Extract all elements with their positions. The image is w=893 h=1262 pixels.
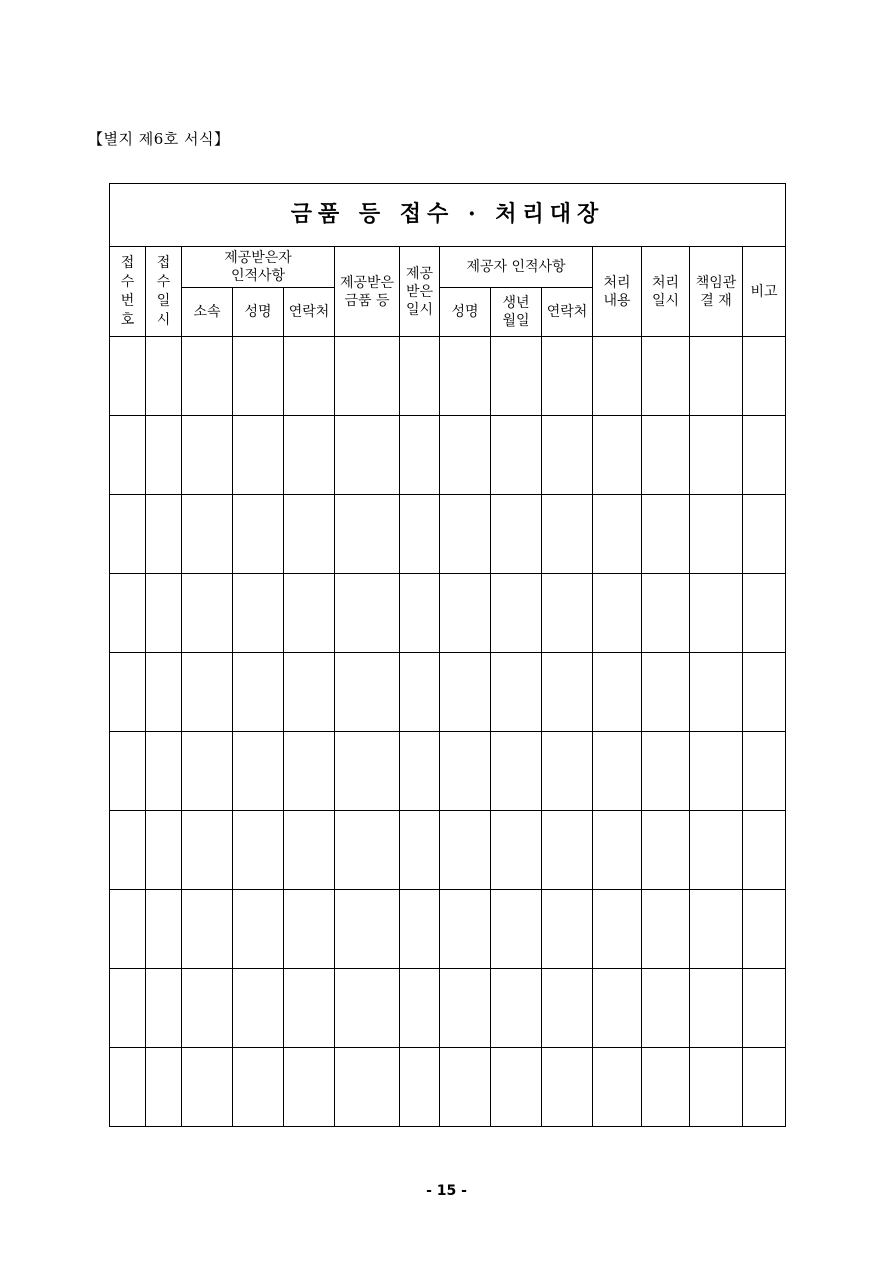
table-cell[interactable] (182, 495, 233, 574)
table-cell[interactable] (642, 969, 690, 1048)
table-cell[interactable] (491, 416, 542, 495)
table-cell[interactable] (642, 416, 690, 495)
table-cell[interactable] (233, 495, 284, 574)
table-cell[interactable] (146, 416, 182, 495)
table-cell[interactable] (400, 416, 440, 495)
table-cell[interactable] (284, 574, 335, 653)
header-provider-group: 제공자 인적사항 (440, 247, 593, 288)
table-cell[interactable] (110, 811, 146, 890)
table-cell[interactable] (690, 969, 743, 1048)
table-cell[interactable] (690, 811, 743, 890)
table-cell[interactable] (400, 969, 440, 1048)
table-cell[interactable] (593, 890, 642, 969)
table-cell[interactable] (146, 653, 182, 732)
table-cell[interactable] (690, 653, 743, 732)
table-cell[interactable] (182, 732, 233, 811)
table-cell[interactable] (440, 811, 491, 890)
table-cell[interactable] (440, 732, 491, 811)
table-cell[interactable] (233, 732, 284, 811)
table-cell[interactable] (642, 890, 690, 969)
header-provider-birth: 생년 월일 (491, 288, 542, 337)
table-cell[interactable] (743, 890, 786, 969)
table-cell[interactable] (110, 653, 146, 732)
table-cell[interactable] (542, 811, 593, 890)
table-cell[interactable] (542, 1048, 593, 1127)
table-row (110, 495, 786, 574)
header-recipient-contact: 연락처 (284, 288, 335, 337)
table-cell[interactable] (491, 811, 542, 890)
table-cell[interactable] (284, 1048, 335, 1127)
table-cell[interactable] (690, 337, 743, 416)
table-cell[interactable] (542, 416, 593, 495)
table-cell[interactable] (593, 416, 642, 495)
table-row (110, 811, 786, 890)
table-cell[interactable] (542, 337, 593, 416)
table-cell[interactable] (110, 495, 146, 574)
table-cell[interactable] (182, 574, 233, 653)
table-cell[interactable] (400, 337, 440, 416)
header-handling-date: 처리 일시 (642, 247, 690, 337)
header-received-items: 제공받은 금품 등 (335, 247, 400, 337)
table-cell[interactable] (110, 969, 146, 1048)
table-cell[interactable] (233, 653, 284, 732)
table-cell[interactable] (400, 732, 440, 811)
table-row (110, 653, 786, 732)
table-cell[interactable] (182, 811, 233, 890)
table-cell[interactable] (335, 732, 400, 811)
table-cell[interactable] (233, 416, 284, 495)
table-cell[interactable] (146, 890, 182, 969)
table-cell[interactable] (335, 1048, 400, 1127)
header-handling-content: 처리 내용 (593, 247, 642, 337)
table-cell[interactable] (284, 969, 335, 1048)
table-cell[interactable] (182, 416, 233, 495)
table-cell[interactable] (110, 1048, 146, 1127)
header-provider-contact: 연락처 (542, 288, 593, 337)
table-cell[interactable] (690, 890, 743, 969)
header-receipt-no: 접 수 번 호 (110, 247, 146, 337)
table-cell[interactable] (400, 1048, 440, 1127)
table-cell[interactable] (491, 969, 542, 1048)
table-cell[interactable] (440, 1048, 491, 1127)
table-cell[interactable] (146, 811, 182, 890)
table-cell[interactable] (743, 811, 786, 890)
table-cell[interactable] (542, 574, 593, 653)
table-cell[interactable] (182, 653, 233, 732)
table-cell[interactable] (690, 574, 743, 653)
header-provider-name: 성명 (440, 288, 491, 337)
table-cell[interactable] (743, 495, 786, 574)
table-cell[interactable] (440, 337, 491, 416)
table-cell[interactable] (182, 337, 233, 416)
table-cell[interactable] (593, 337, 642, 416)
table-cell[interactable] (182, 969, 233, 1048)
table-cell[interactable] (690, 495, 743, 574)
table-cell[interactable] (284, 732, 335, 811)
table-cell[interactable] (146, 1048, 182, 1127)
table-cell[interactable] (642, 574, 690, 653)
table-cell[interactable] (233, 969, 284, 1048)
table-cell[interactable] (743, 416, 786, 495)
table-cell[interactable] (593, 574, 642, 653)
table-cell[interactable] (233, 574, 284, 653)
table-cell[interactable] (400, 574, 440, 653)
table-cell[interactable] (233, 890, 284, 969)
table-cell[interactable] (146, 495, 182, 574)
table-cell[interactable] (110, 574, 146, 653)
table-cell[interactable] (146, 732, 182, 811)
table-cell[interactable] (284, 495, 335, 574)
table-cell[interactable] (542, 495, 593, 574)
receipt-register-table (109, 183, 786, 1127)
table-cell[interactable] (593, 811, 642, 890)
table-cell[interactable] (400, 495, 440, 574)
header-received-date: 제공 받은 일시 (400, 247, 440, 337)
table-row (110, 416, 786, 495)
table-row (110, 1048, 786, 1127)
table-cell[interactable] (335, 337, 400, 416)
table-cell[interactable] (440, 574, 491, 653)
table-cell[interactable] (335, 653, 400, 732)
header-recipient-affiliation: 소속 (182, 288, 233, 337)
table-cell[interactable] (542, 653, 593, 732)
table-cell[interactable] (440, 969, 491, 1048)
table-cell[interactable] (335, 969, 400, 1048)
header-approval: 책임관 결 재 (690, 247, 743, 337)
table-row (110, 574, 786, 653)
table-row (110, 337, 786, 416)
table-cell[interactable] (593, 1048, 642, 1127)
table-cell[interactable] (284, 890, 335, 969)
table-cell[interactable] (743, 1048, 786, 1127)
table-cell[interactable] (110, 732, 146, 811)
table-cell[interactable] (284, 811, 335, 890)
table-cell[interactable] (335, 416, 400, 495)
table-cell[interactable] (642, 732, 690, 811)
table-cell[interactable] (491, 653, 542, 732)
table-cell[interactable] (743, 337, 786, 416)
table-cell[interactable] (491, 574, 542, 653)
table-cell[interactable] (233, 1048, 284, 1127)
table-cell[interactable] (335, 811, 400, 890)
table-cell[interactable] (642, 1048, 690, 1127)
table-row (110, 890, 786, 969)
table-cell[interactable] (400, 653, 440, 732)
table-cell[interactable] (743, 574, 786, 653)
table-cell[interactable] (690, 732, 743, 811)
table-row (110, 732, 786, 811)
table-cell[interactable] (284, 337, 335, 416)
table-cell[interactable] (110, 890, 146, 969)
table-cell[interactable] (743, 732, 786, 811)
table-cell[interactable] (593, 732, 642, 811)
table-cell[interactable] (146, 574, 182, 653)
page-number: - 15 - (426, 1183, 467, 1199)
form-label: 【별지 제6호 서식】 (88, 130, 230, 148)
table-cell[interactable] (284, 416, 335, 495)
table-cell[interactable] (440, 653, 491, 732)
table-cell[interactable] (743, 653, 786, 732)
table-cell[interactable] (690, 416, 743, 495)
table-cell[interactable] (284, 653, 335, 732)
table-cell[interactable] (743, 969, 786, 1048)
table-cell[interactable] (642, 653, 690, 732)
table-cell[interactable] (110, 416, 146, 495)
table-cell[interactable] (491, 1048, 542, 1127)
table-row (110, 969, 786, 1048)
header-receipt-date: 접 수 일 시 (146, 247, 182, 337)
table-cell[interactable] (146, 337, 182, 416)
table-cell[interactable] (400, 811, 440, 890)
table-cell[interactable] (542, 969, 593, 1048)
table-cell[interactable] (182, 1048, 233, 1127)
table-cell[interactable] (491, 337, 542, 416)
table-cell[interactable] (690, 1048, 743, 1127)
title-text: 금품 등 접수 · 처리대장 (290, 200, 605, 227)
table-cell[interactable] (642, 337, 690, 416)
table-cell[interactable] (593, 495, 642, 574)
table-cell[interactable] (593, 969, 642, 1048)
table-cell[interactable] (146, 969, 182, 1048)
table-cell[interactable] (335, 574, 400, 653)
table-cell[interactable] (440, 495, 491, 574)
table-cell[interactable] (491, 495, 542, 574)
table-cell[interactable] (233, 811, 284, 890)
table-cell[interactable] (400, 890, 440, 969)
table-cell[interactable] (182, 890, 233, 969)
table-cell[interactable] (335, 890, 400, 969)
table-cell[interactable] (440, 416, 491, 495)
header-recipient-group: 제공받은자 인적사항 (182, 247, 335, 288)
table-cell[interactable] (642, 811, 690, 890)
register-title (110, 184, 786, 247)
table-cell[interactable] (642, 495, 690, 574)
header-recipient-name: 성명 (233, 288, 284, 337)
table-cell[interactable] (491, 732, 542, 811)
table-cell[interactable] (110, 337, 146, 416)
header-remarks: 비고 (743, 247, 786, 337)
table-cell[interactable] (542, 890, 593, 969)
table-cell[interactable] (491, 890, 542, 969)
table-cell[interactable] (233, 337, 284, 416)
table-cell[interactable] (440, 890, 491, 969)
table-cell[interactable] (542, 732, 593, 811)
table-cell[interactable] (335, 495, 400, 574)
table-cell[interactable] (593, 653, 642, 732)
